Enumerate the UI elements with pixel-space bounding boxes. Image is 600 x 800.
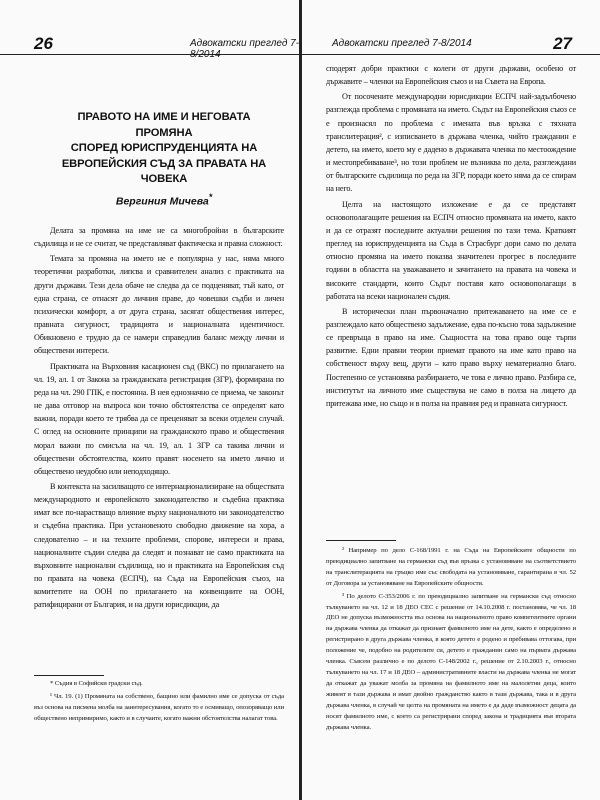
title-line: ЕВРОПЕЙСКИЯ СЪД ЗА ПРАВАТА НА ЧОВЕКА [61,157,267,185]
footnote: ² Например по дело C-168/1991 г. на Съда на Европейските общности по преюдициално запитване на германски съд във връзка с установяване на съответствието на транслитерацията на гръцко име със свободата на установяване, гарантирана в чл. 52 от Договора за установяване на Европейските общности. [326,547,576,587]
footnote: * Съдия в Софийски градски съд. [50,680,143,687]
title-line: СПОРЕД ЮРИСПРУДЕНЦИЯТА НА [70,142,258,154]
article-author [50,192,278,208]
body-paragraph: Темата за промяна на името не е популярна у нас, няма много теоретични разработки, липсва и сравнителен анализ с практиката на други държави. Тези дела обаче не следва да се подценяват, тъй като, от една страна, се отнасят до личния праве, до човешки съдби и личен психически комфорт, а от друга страна, засягат обществения интерес, правната сигурност, традицията и националната идентичност. Обикновено е трудно да се намери справедлив баланс между лични и обществени интереси. [34,254,284,356]
footnote-divider [326,540,396,541]
left-page-header [0,34,300,60]
right-page-header [302,36,600,55]
page-number: 26 [34,34,53,53]
article-body [34,224,284,612]
article-body [326,62,576,410]
body-paragraph: В контекста на засилващото се интернационализиране на обществата международното и европейското законодателство и съдебна практика имат все по-нарастващо влияние върху националното ни законодателство и съдебна практика. При установеното свободно движение на хора, а следователно – и на техните проблеми, спорове, интереси и права, националните съдии следва да следят и познават не само практиката на върховните национални съдилища, но и практиката на Европейския съд по правата на човека (ЕСПЧ), на Съда на Европейския съюз, на комитетите на ООН по прилагането на конвенциите на ООН, ратифицирани от България, и на други юрисдикции, да [34,481,284,610]
body-paragraph: Целта на настоящото изложение е да се представят основополагащите решения на ЕСПЧ относно промяната на името, както и да се отразят последните актуални решения по тази тема. Краткият преглед на юриспруденцията на Съда в Страсбург дори само по делата относно промяна на името показва значителен прогрес в последните години в областта на уважаването и зачитането на правата на човека и високите стандарти, които Съдът поставя като основополагащи в работата на всеки национален съдия. [326,199,576,301]
title-line: ПРАВОТО НА ИМЕ И НЕГОВАТА ПРОМЯНА [77,111,251,139]
body-paragraph: От посочените международни юрисдикции ЕСПЧ най-задълбочено разглежда проблема с промяната на името. Съдът на Европейския съюз се е произнасял по проблема с имената във връзка с тяхната транслитерация², с изписването в държава членка, чийто гражданин е детето, на името, което му е дадено в държавата членка по местоождение и местопребиваване³, но този проблем не възниква по дела, разглеждани от българските съдилища по реда на ЗГР, поради което няма да се спирам на него. [326,92,576,194]
footnotes [34,679,284,725]
journal-name: Адвокатски преглед 7-8/2014 [190,38,300,60]
right-page [302,0,600,800]
article-title [50,110,278,188]
footnote: ¹ Чл. 19. (1) Промяната на собствено, бащино или фамилно име се допуска от съда въз основа на писмена молба на заинтересувания, когато то е осмиващо, опозоряващо или обществено непримиримо, както и в случаите, когато важни обстоятелства налагат това. [34,692,284,722]
journal-name: Адвокатски преглед 7-8/2014 [332,38,472,49]
footnote: ³ По делото C-353/2006 г. по преюдициално запитване на германски съд относно тълкуването на чл. 12 и 18 ДЕО СЕС с решение от 14.10.2008 г. постановява, че чл. 18 ДЕО не допуска възможността въз основа на националното право компетентните органи на държава членка да откажат да признаят фамилното име на дете, както е определено и регистрирано в друга държава членка, в която детето е родено и пребивава оттогава, при положение че, подобно на родителите си, детето е гражданин само на първата държава членка. Съвсем различно е по делото C-148/2002 г., решение от 2.10.2003 г., относно тълкуването на чл. 17 и 18 ДЕО – административните власти на държава членка не могат да откажат да уважат молба за промяна на фамилното име на малолетни деца, които живеят в тази държава и имат двойно гражданство както в тази държава, така и в друга държава членка, в случай че целта на промяната на името е да даде възможност децата да носят фамилното име, с което са регистрирани според закона и традицията във втората държава членка. [326,592,576,731]
body-paragraph: Делата за промяна на име не са многобройни в българските съдилища и не се считат, че представляват фактическа и правна сложност. [34,226,284,249]
body-paragraph: сподерят добри практики с колеги от други държави, особено от държавите – членки на Европейския съюз и на Съвета на Европа. [326,64,576,87]
author-footnote-mark: * [208,192,213,202]
body-paragraph: В исторически план първоначално притежаването на име се е разглеждало като обществено задължение, едва по-късно това задължение се превръща в право на име. Същността на това право още търпи развитие. Едни правни теории приемат правото на име като право на собственост върху вещ, други – като право върху нематериално благо. Постепенно се установява разбирането, че това е лично право. Разбира се, институтът на личното име съществува не само в полза на лицето да притежава име, но също и в полза на правния ред и правната сигурност. [326,306,576,408]
footnote-divider [34,675,104,676]
page-number: 27 [553,34,572,53]
author-name: Вергиния Мичева [115,195,209,208]
footnotes [326,546,576,733]
body-paragraph: Практиката на Върховния касационен съд (ВКС) по прилагането на чл. 19, ал. 1 от Закона за гражданската регистрация (ЗГР), формирана по реда на чл. 290 ГПК, е постоянна. В нея еднозначно се приема, че законът не дава отговор на въпроса кои точно обстоятелства се определят като важни, поради което те трябва да се преценяват за всеки отделен случай. С оглед на основните принципи на гражданското право и обществения морал важни по смисъла на чл. 19, ал. 1 ЗГР са такива лични и обществени обстоятелства, които правят носенето на името лично и обществено неудобно или неподходящо. [34,361,284,476]
